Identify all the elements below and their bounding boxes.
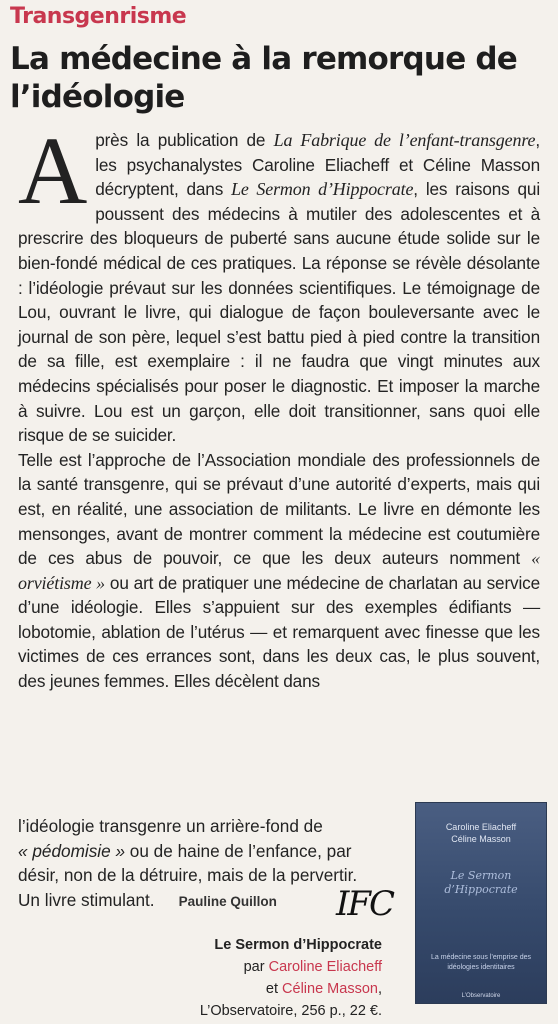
cover-title: Le Sermon d’Hippocrate: [444, 869, 518, 896]
credits-publisher: L’Observatoire, 256 p., 22 €.: [199, 1003, 382, 1019]
book-title-1: La Fabrique de l’enfant-transgenre: [273, 130, 536, 150]
credits-author-1: Caroline Eliacheff: [268, 959, 382, 975]
article-body: [18, 117, 540, 694]
tail-line-1: l’idéologie transgenre un arrière-fond de: [18, 816, 323, 836]
section-rubric: Transgenrisme: [10, 4, 187, 29]
term-pedomisie: « pédomisie »: [18, 840, 126, 861]
credits-author-2: Céline Masson: [282, 981, 378, 997]
paragraph-1: près la publication de La Fabrique de l’enfant-transgenre, les psychanalystes Caroline Eliacheff et Céline Masson décryptent, dans Le Sermon d’Hippocrate, les raisons qui poussent des médecins à mutiler des adolescentes et à prescrire des bloqueurs de puberté sans aucune étude solide sur le bien-fondé médical de ces pratiques. La réponse se révèle désolante : l’idéologie prévaut sur les données scientifiques. Le témoignage de Lou, ouvrant le livre, qui dialogue de façon bouleversante avec le journal de son père, lequel s’est battu pied à pied contre la transition de sa fille, est exemplaire : il ne faudra que vingt minutes aux médecins spécialisés pour poser le diagnostic. Et imposer la marche à suivre. Lou est un garçon, elle doit transitionner, sans quoi elle risque de se suicider.: [18, 130, 540, 446]
cover-authors: Caroline Eliacheff Céline Masson: [445, 822, 517, 844]
author-signature: Pauline Quillon: [178, 893, 277, 909]
article-title: La médecine à la remorque de l’idéologie: [10, 41, 518, 115]
paragraph-2: Telle est l’approche de l’Association mondiale des professionnels de la santé transgenre, qui se prévaut d’une autorité d’experts, mais qui est, en réalité, une association de militants. Le livre en démonte les mensonges, avant de montrer comment la médecine est coutumière de ces abus de pouvoir, ce que les deux auteurs nomment « orviétisme » ou art de pratiquer une médecine de charlatan au service d’une idéologie. Elles s’appuient sur des exemples édifiants — lobotomie, ablation de l’utérus — et remarquent avec finesse que les victimes de ces errances sont, dans les deux cas, le plus souvent, des jeunes femmes. Elles décèlent dans: [18, 449, 540, 692]
tail-line-4: Un livre stimulant. Pauline Quillon: [18, 889, 277, 910]
book-cover-image: [415, 802, 547, 1004]
credits-book-title: Le Sermon d’Hippocrate: [214, 937, 382, 953]
book-credits: [132, 934, 382, 1022]
tail-line-2: « pédomisie » ou de haine de l’enfance, par: [18, 840, 352, 861]
credits-author-line-1: par Caroline Eliacheff: [243, 959, 382, 975]
tail-line-3: désir, non de la détruire, mais de la pervertir.: [18, 865, 358, 886]
cover-publisher-logo: L’Observatoire: [461, 993, 501, 999]
book-title-2: Le Sermon d’Hippocrate: [231, 179, 414, 200]
drop-cap: A: [18, 117, 88, 224]
handwritten-initials: IFC: [336, 884, 394, 924]
term-orvietisme: « orviétisme »: [18, 548, 540, 593]
credits-author-line-2: et Céline Masson,: [265, 981, 382, 997]
cover-subtitle: La médecine sous l’emprise des idéologies identitaires: [431, 954, 531, 971]
